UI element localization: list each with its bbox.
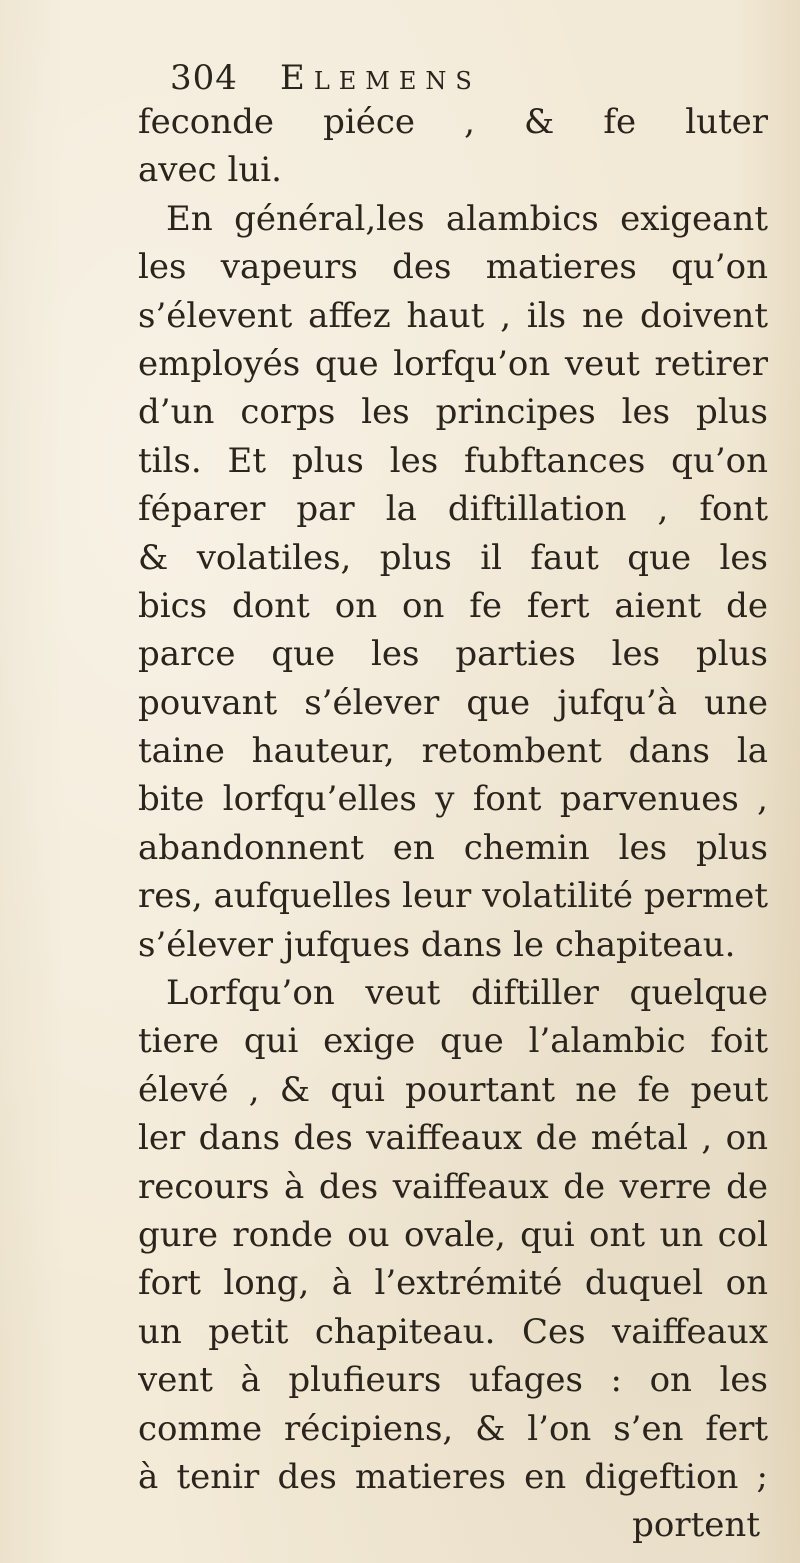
text-line: Lorfqu’on veut diftiller quelque <box>166 973 768 1014</box>
page-number: 304 <box>170 58 238 98</box>
text-line: fort long, à l’extrémité duquel on <box>138 1263 768 1304</box>
text-line: comme récipiens, & l’on s’en fert <box>138 1408 768 1449</box>
text-line: res, aufquelles leur volatilité permet <box>138 876 768 917</box>
text-line: féparer par la diftillation , font <box>138 489 768 530</box>
text-line: à tenir des matieres en digeftion ; <box>138 1456 768 1497</box>
text-line: avec lui. <box>138 150 282 191</box>
text-line: feconde piéce , & fe luter <box>138 102 768 142</box>
text-line: parce que les parties les plus <box>138 634 768 675</box>
running-head: Elemens <box>280 58 481 98</box>
text-line: les vapeurs des matieres qu’on <box>138 247 768 288</box>
text-line: ler dans des vaiffeaux de métal , on <box>138 1118 768 1159</box>
text-line: s’élevent affez haut , ils ne doivent <box>138 295 768 336</box>
catchword: portent <box>632 1505 760 1546</box>
text-line: & volatiles, plus il faut que les <box>138 537 768 578</box>
text-line: s’élever jufques dans le chapiteau. <box>138 924 736 965</box>
text-line: élevé , & qui pourtant ne fe peut <box>138 1069 768 1110</box>
text-line: taine hauteur, retombent dans la <box>138 731 768 772</box>
text-line: tiere qui exige que l’alambic foit <box>138 1021 768 1062</box>
text-line: En général,les alambics exigeant <box>166 198 768 239</box>
body-text <box>138 98 768 1550</box>
text-line: tils. Et plus les fubftances qu’on <box>138 440 768 481</box>
text-line: un petit chapiteau. Ces vaiffeaux <box>138 1311 768 1352</box>
text-line: d’un corps les principes les plus <box>138 392 768 433</box>
text-line: bite lorfqu’elles y font parvenues , <box>138 779 768 820</box>
text-line: abandonnent en chemin les plus <box>138 827 768 868</box>
text-line: pouvant s’élever que jufqu’à une <box>138 682 768 723</box>
text-line: bics dont on on fe fert aient de <box>138 585 768 626</box>
text-line: vent à plufieurs ufages : on les <box>138 1360 768 1401</box>
text-line: employés que lorfqu’on veut retirer <box>138 343 768 384</box>
text-line: gure ronde ou ovale, qui ont un col <box>138 1214 768 1255</box>
text-line: recours à des vaiffeaux de verre de <box>138 1166 768 1207</box>
